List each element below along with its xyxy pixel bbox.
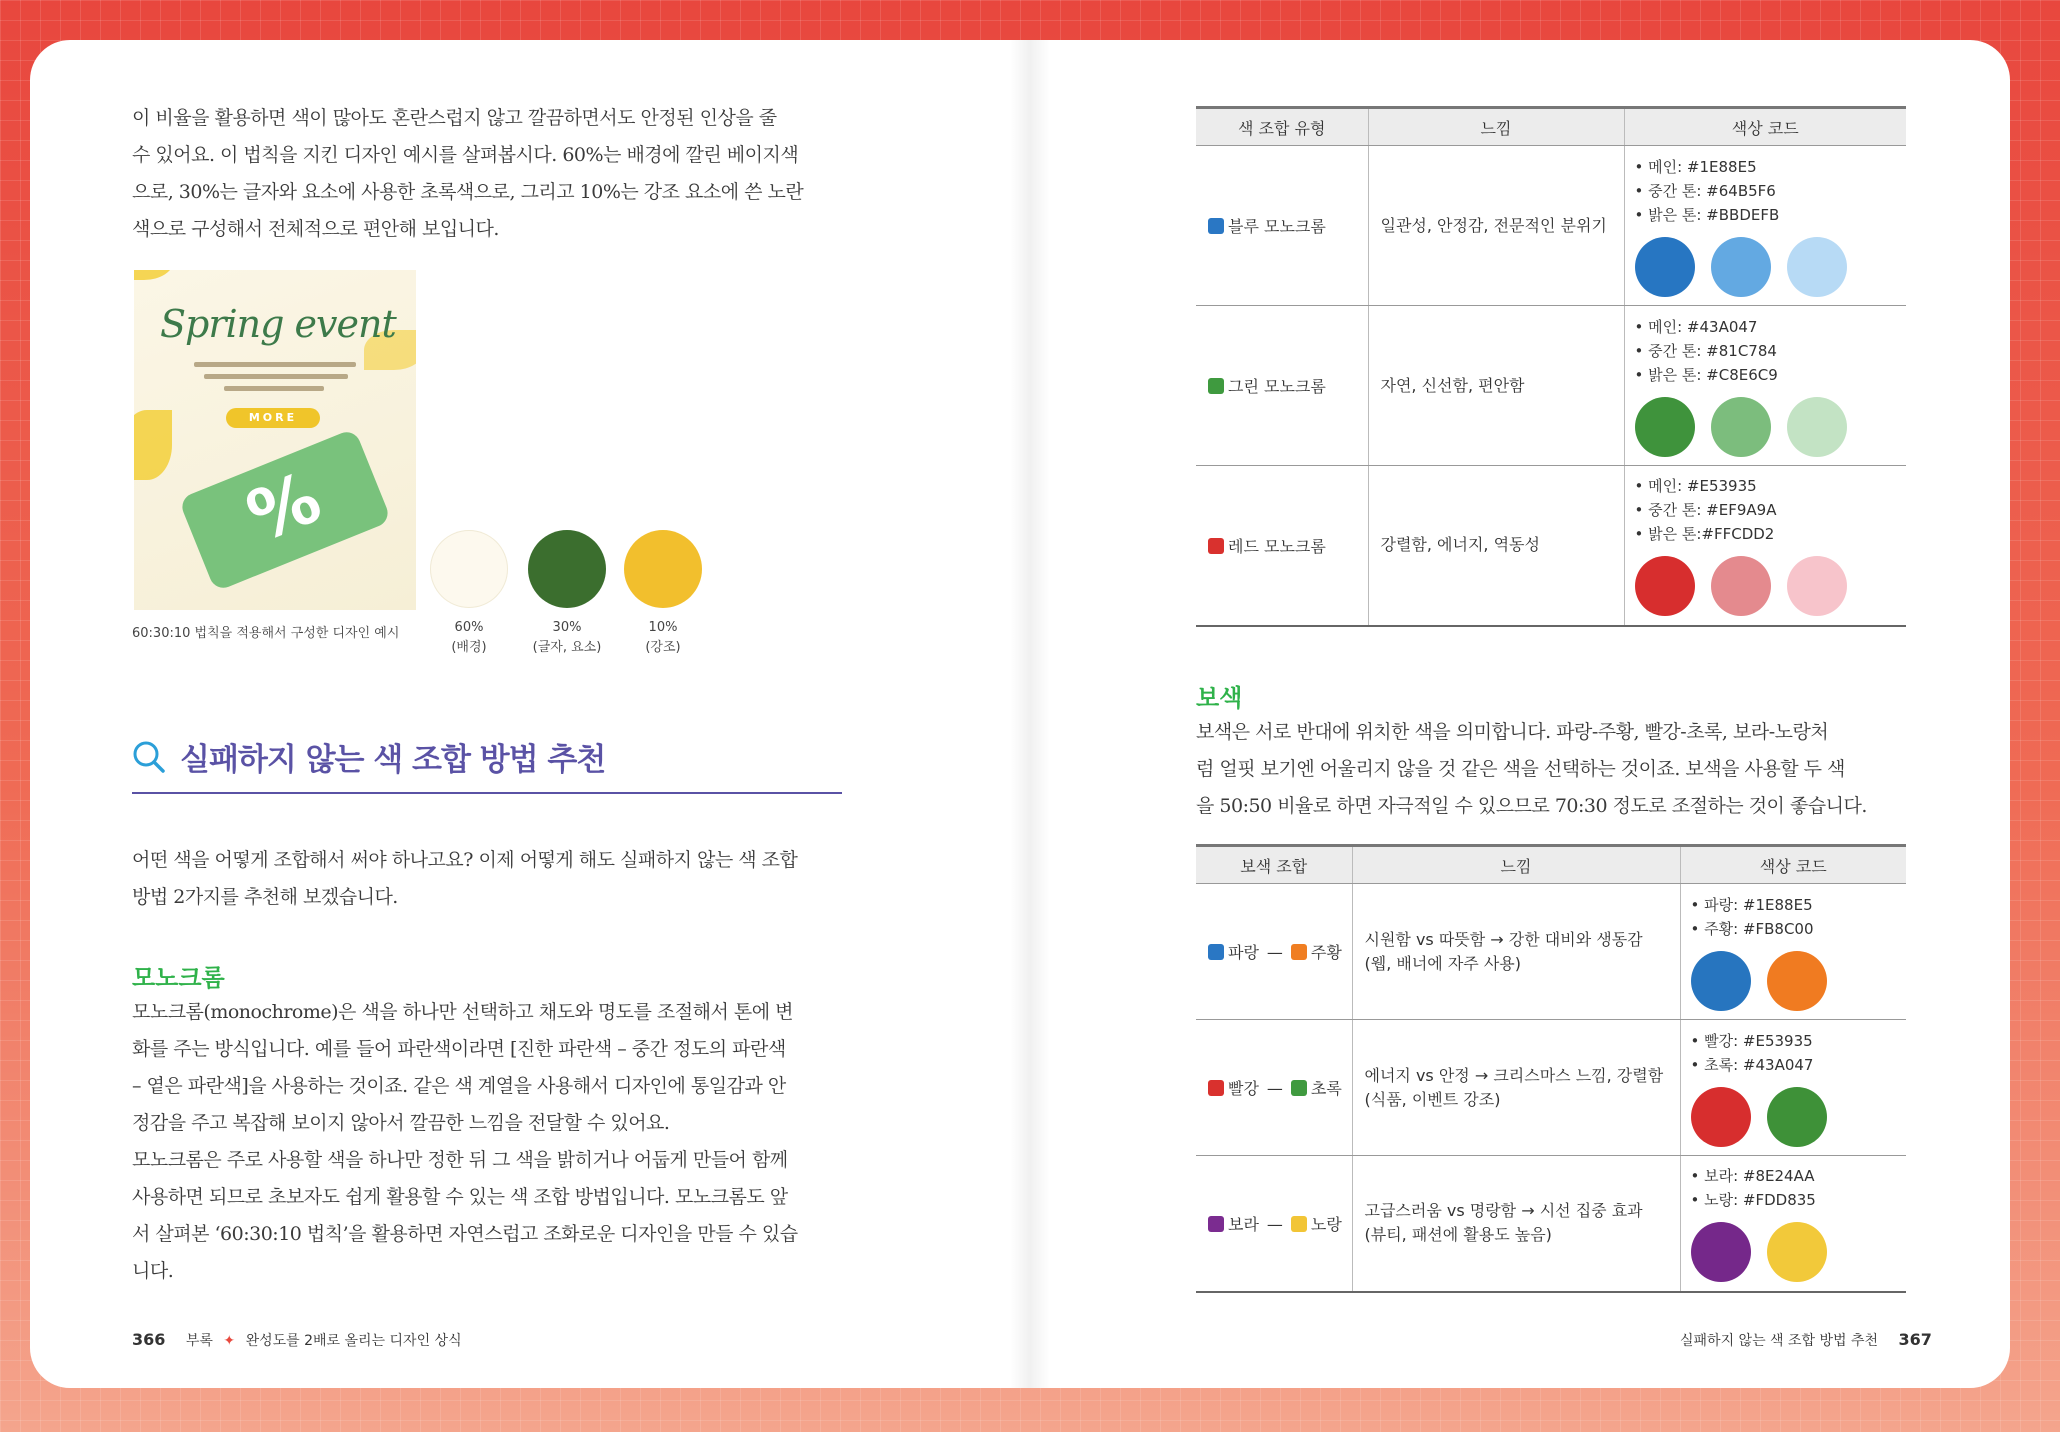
feel-line: (웹, 배너에 자주 사용) <box>1364 953 1521 973</box>
color-dot <box>1767 1222 1827 1282</box>
table-row <box>1196 884 1906 1020</box>
type-cell <box>1196 306 1368 466</box>
text-line: 서 살펴본 ‘60:30:10 법칙’을 활용하면 자연스럽고 조화로운 디자인을 만들 수 있습 <box>132 1223 798 1245</box>
type-label: 그린 모노크롬 <box>1228 377 1326 396</box>
text-line: 이 비율을 활용하면 색이 많아도 혼란스럽지 않고 깔끔하면서도 안정된 인상을 줄 <box>132 107 777 129</box>
left-footer <box>132 1330 462 1350</box>
table-row <box>1196 146 1906 306</box>
swatch-accent <box>624 530 702 608</box>
code-cell <box>1680 1020 1906 1156</box>
text-line: 색으로 구성해서 전체적으로 편안해 보입니다. <box>132 218 499 240</box>
color-square-icon <box>1291 1216 1307 1232</box>
type-cell <box>1196 146 1368 306</box>
example-caption: 60:30:10 법칙을 적용해서 구성한 디자인 예시 <box>132 626 400 641</box>
color-name: 주황 <box>1310 943 1342 962</box>
complementary-paragraph <box>1196 714 1867 825</box>
search-icon <box>132 740 166 774</box>
feel-cell: 강렬함, 에너지, 역동성 <box>1368 466 1624 626</box>
percent-symbol: % <box>236 456 332 559</box>
small-text-line <box>204 374 348 379</box>
color-name: 노랑 <box>1310 1214 1342 1234</box>
column-header: 느낌 <box>1352 846 1680 884</box>
feel-line: 고급스러움 vs 명랑함 → 시선 집중 효과 <box>1364 1201 1643 1221</box>
swatch-percent: 30% <box>552 620 582 635</box>
color-code: • 주황: #FB8C00 <box>1690 919 1814 938</box>
feel-line: (식품, 이벤트 강조) <box>1364 1089 1501 1109</box>
color-code: • 밝은 톤: #C8E6C9 <box>1634 365 1778 384</box>
column-header: 느낌 <box>1368 108 1624 146</box>
color-dots <box>1635 397 1897 457</box>
type-cell <box>1196 1156 1352 1292</box>
color-dot <box>1787 237 1847 297</box>
complementary-table <box>1196 844 1906 1293</box>
swatch-percent: 60% <box>454 620 484 635</box>
color-square-icon <box>1291 944 1307 960</box>
code-cell <box>1624 146 1906 306</box>
footer-symbol: ✦ <box>223 1333 236 1349</box>
section-title-underline <box>132 792 842 794</box>
text-line: 수 있어요. 이 법칙을 지킨 디자인 예시를 살펴봅시다. 60%는 배경에 깔린 베이지색 <box>132 144 799 166</box>
color-square-icon <box>1208 944 1224 960</box>
swatch-label: (글자, 요소) <box>532 640 602 655</box>
color-dots <box>1691 951 1897 1011</box>
section-title: 실패하지 않는 색 조합 방법 추천 <box>180 742 606 778</box>
text-line: 사용하면 되므로 초보자도 쉽게 활용할 수 있는 색 조합 방법입니다. 모노크롬도 앞 <box>132 1186 788 1208</box>
feel-line: 에너지 vs 안정 → 크리스마스 느낌, 강렬함 <box>1364 1065 1664 1085</box>
color-dot <box>1711 237 1771 297</box>
color-code: • 중간 톤: #64B5F6 <box>1634 181 1776 200</box>
color-dots <box>1635 237 1897 297</box>
type-cell <box>1196 884 1352 1020</box>
color-code: • 중간 톤: #81C784 <box>1634 341 1777 360</box>
color-name: 파랑 <box>1228 943 1259 962</box>
table-row <box>1196 306 1906 466</box>
code-cell <box>1624 306 1906 466</box>
spring-event-title: Spring event <box>160 302 396 346</box>
color-square-icon <box>1208 1080 1224 1096</box>
text-line: 방법 2가지를 추천해 보겠습니다. <box>132 886 398 908</box>
column-header: 색상 코드 <box>1680 846 1906 884</box>
color-square-icon <box>1208 378 1224 394</box>
dash-separator: — <box>1266 1079 1283 1098</box>
leaf-decoration <box>134 270 174 280</box>
swatch-percent: 10% <box>648 620 678 635</box>
color-dots <box>1635 556 1897 616</box>
feel-cell <box>1352 884 1680 1020</box>
right-footer <box>1680 1330 1932 1350</box>
swatch-caption <box>522 618 612 658</box>
monochrome-subheading: 모노크롬 <box>132 964 225 992</box>
text-line: 니다. <box>132 1260 174 1282</box>
color-dot <box>1691 1222 1751 1282</box>
text-line: 모노크롬(monochrome)은 색을 하나만 선택하고 채도와 명도를 조절해서 톤에 변 <box>132 1001 793 1023</box>
book-gutter <box>1010 40 1050 1388</box>
color-code: • 중간 톤: #EF9A9A <box>1634 501 1777 520</box>
spring-event-example-image <box>134 270 416 610</box>
feel-line: 시원함 vs 따뜻함 → 강한 대비와 생동감 <box>1364 929 1643 949</box>
footer-title: 완성도를 2배로 올리는 디자인 상식 <box>245 1333 462 1349</box>
color-dots <box>1691 1087 1897 1147</box>
text-line: 럼 얼핏 보기엔 어울리지 않을 것 같은 색을 선택하는 것이죠. 보색을 사용할 두 색 <box>1196 758 1845 780</box>
text-line: – 옅은 파란색]을 사용하는 것이죠. 같은 색 계열을 사용해서 디자인에 통일감과 안 <box>132 1075 786 1097</box>
footer-title: 실패하지 않는 색 조합 방법 추천 <box>1680 1333 1879 1349</box>
color-code: • 빨강: #E53935 <box>1690 1031 1813 1050</box>
swatch-background <box>430 530 508 608</box>
feel-line: (뷰티, 패션에 활용도 높음) <box>1364 1225 1552 1245</box>
column-header: 색상 코드 <box>1624 108 1906 146</box>
color-dot <box>1691 951 1751 1011</box>
color-dot <box>1635 397 1695 457</box>
color-code: • 메인: #E53935 <box>1634 477 1757 496</box>
more-badge: MORE <box>226 408 320 428</box>
column-header: 색 조합 유형 <box>1196 108 1368 146</box>
intro-paragraph <box>132 100 803 248</box>
color-dot <box>1711 397 1771 457</box>
feel-cell: 자연, 신선함, 편안함 <box>1368 306 1624 466</box>
table-header-row <box>1196 108 1906 146</box>
text-line: 을 50:50 비율로 하면 자극적일 수 있으므로 70:30 정도로 조절하는 것이 좋습니다. <box>1196 795 1867 817</box>
table-header-row <box>1196 846 1906 884</box>
color-name: 빨강 <box>1228 1079 1259 1098</box>
table-row <box>1196 1020 1906 1156</box>
table-row <box>1196 1156 1906 1292</box>
footer-part: 부록 <box>185 1333 213 1349</box>
type-label: 블루 모노크롬 <box>1228 217 1326 236</box>
color-dot <box>1711 556 1771 616</box>
swatch-text-element <box>528 530 606 608</box>
color-code: • 보라: #8E24AA <box>1690 1167 1815 1186</box>
swatch-label: (강조) <box>645 640 681 655</box>
text-line: 어떤 색을 어떻게 조합해서 써야 하나고요? 이제 어떻게 해도 실패하지 않는 색 조합 <box>132 849 798 871</box>
color-code: • 노랑: #FDD835 <box>1690 1191 1816 1210</box>
page-number: 366 <box>132 1330 166 1349</box>
monochrome-paragraph <box>132 994 798 1290</box>
color-code: • 밝은 톤: #BBDEFB <box>1634 205 1780 224</box>
type-cell <box>1196 466 1368 626</box>
color-dot <box>1635 237 1695 297</box>
feel-cell: 일관성, 안정감, 전문적인 분위기 <box>1368 146 1624 306</box>
swatch-label: (배경) <box>451 640 487 655</box>
small-text-line <box>224 386 324 391</box>
dash-separator: — <box>1266 943 1283 962</box>
leaf-decoration <box>134 410 172 480</box>
coupon-ticket <box>178 428 392 592</box>
dash-separator: — <box>1266 1214 1283 1234</box>
page-number: 367 <box>1898 1330 1932 1349</box>
feel-cell <box>1352 1156 1680 1292</box>
color-dots <box>1691 1222 1897 1282</box>
complementary-subheading: 보색 <box>1196 684 1243 712</box>
color-square-icon <box>1291 1080 1307 1096</box>
color-code: • 메인: #1E88E5 <box>1634 157 1757 176</box>
text-line: 화를 주는 방식입니다. 예를 들어 파란색이라면 [진한 파란색 – 중간 정도의 파란색 <box>132 1038 786 1060</box>
color-square-icon <box>1208 218 1224 234</box>
color-square-icon <box>1208 1216 1224 1232</box>
feel-cell <box>1352 1020 1680 1156</box>
color-square-icon <box>1208 538 1224 554</box>
table-row <box>1196 466 1906 626</box>
color-name: 보라 <box>1228 1214 1259 1234</box>
text-line: 보색은 서로 반대에 위치한 색을 의미합니다. 파랑-주황, 빨강-초록, 보라-노랑처 <box>1196 721 1829 743</box>
code-cell <box>1680 884 1906 1020</box>
color-dot <box>1635 556 1695 616</box>
color-code: • 메인: #43A047 <box>1634 317 1758 336</box>
color-dot <box>1787 556 1847 616</box>
swatch-caption <box>424 618 514 658</box>
color-dot <box>1767 1087 1827 1147</box>
code-cell <box>1680 1156 1906 1292</box>
color-name: 초록 <box>1310 1079 1342 1098</box>
text-line: 으로, 30%는 글자와 요소에 사용한 초록색으로, 그리고 10%는 강조 요소에 쓴 노란 <box>132 181 804 203</box>
section-intro-paragraph <box>132 842 797 916</box>
color-code: • 초록: #43A047 <box>1690 1055 1814 1074</box>
color-dot <box>1691 1087 1751 1147</box>
text-line: 모노크롬은 주로 사용할 색을 하나만 정한 뒤 그 색을 밝히거나 어둡게 만들어 함께 <box>132 1149 788 1171</box>
type-cell <box>1196 1020 1352 1156</box>
type-label: 레드 모노크롬 <box>1228 536 1326 556</box>
swatch-caption <box>618 618 708 658</box>
color-dot <box>1787 397 1847 457</box>
small-text-line <box>194 362 356 367</box>
color-code: • 밝은 톤:#FFCDD2 <box>1634 525 1775 544</box>
color-dot <box>1767 951 1827 1011</box>
code-cell <box>1624 466 1906 626</box>
monochrome-table <box>1196 106 1906 627</box>
column-header: 보색 조합 <box>1196 846 1352 884</box>
color-code: • 파랑: #1E88E5 <box>1690 895 1813 914</box>
text-line: 정감을 주고 복잡해 보이지 않아서 깔끔한 느낌을 전달할 수 있어요. <box>132 1112 670 1134</box>
